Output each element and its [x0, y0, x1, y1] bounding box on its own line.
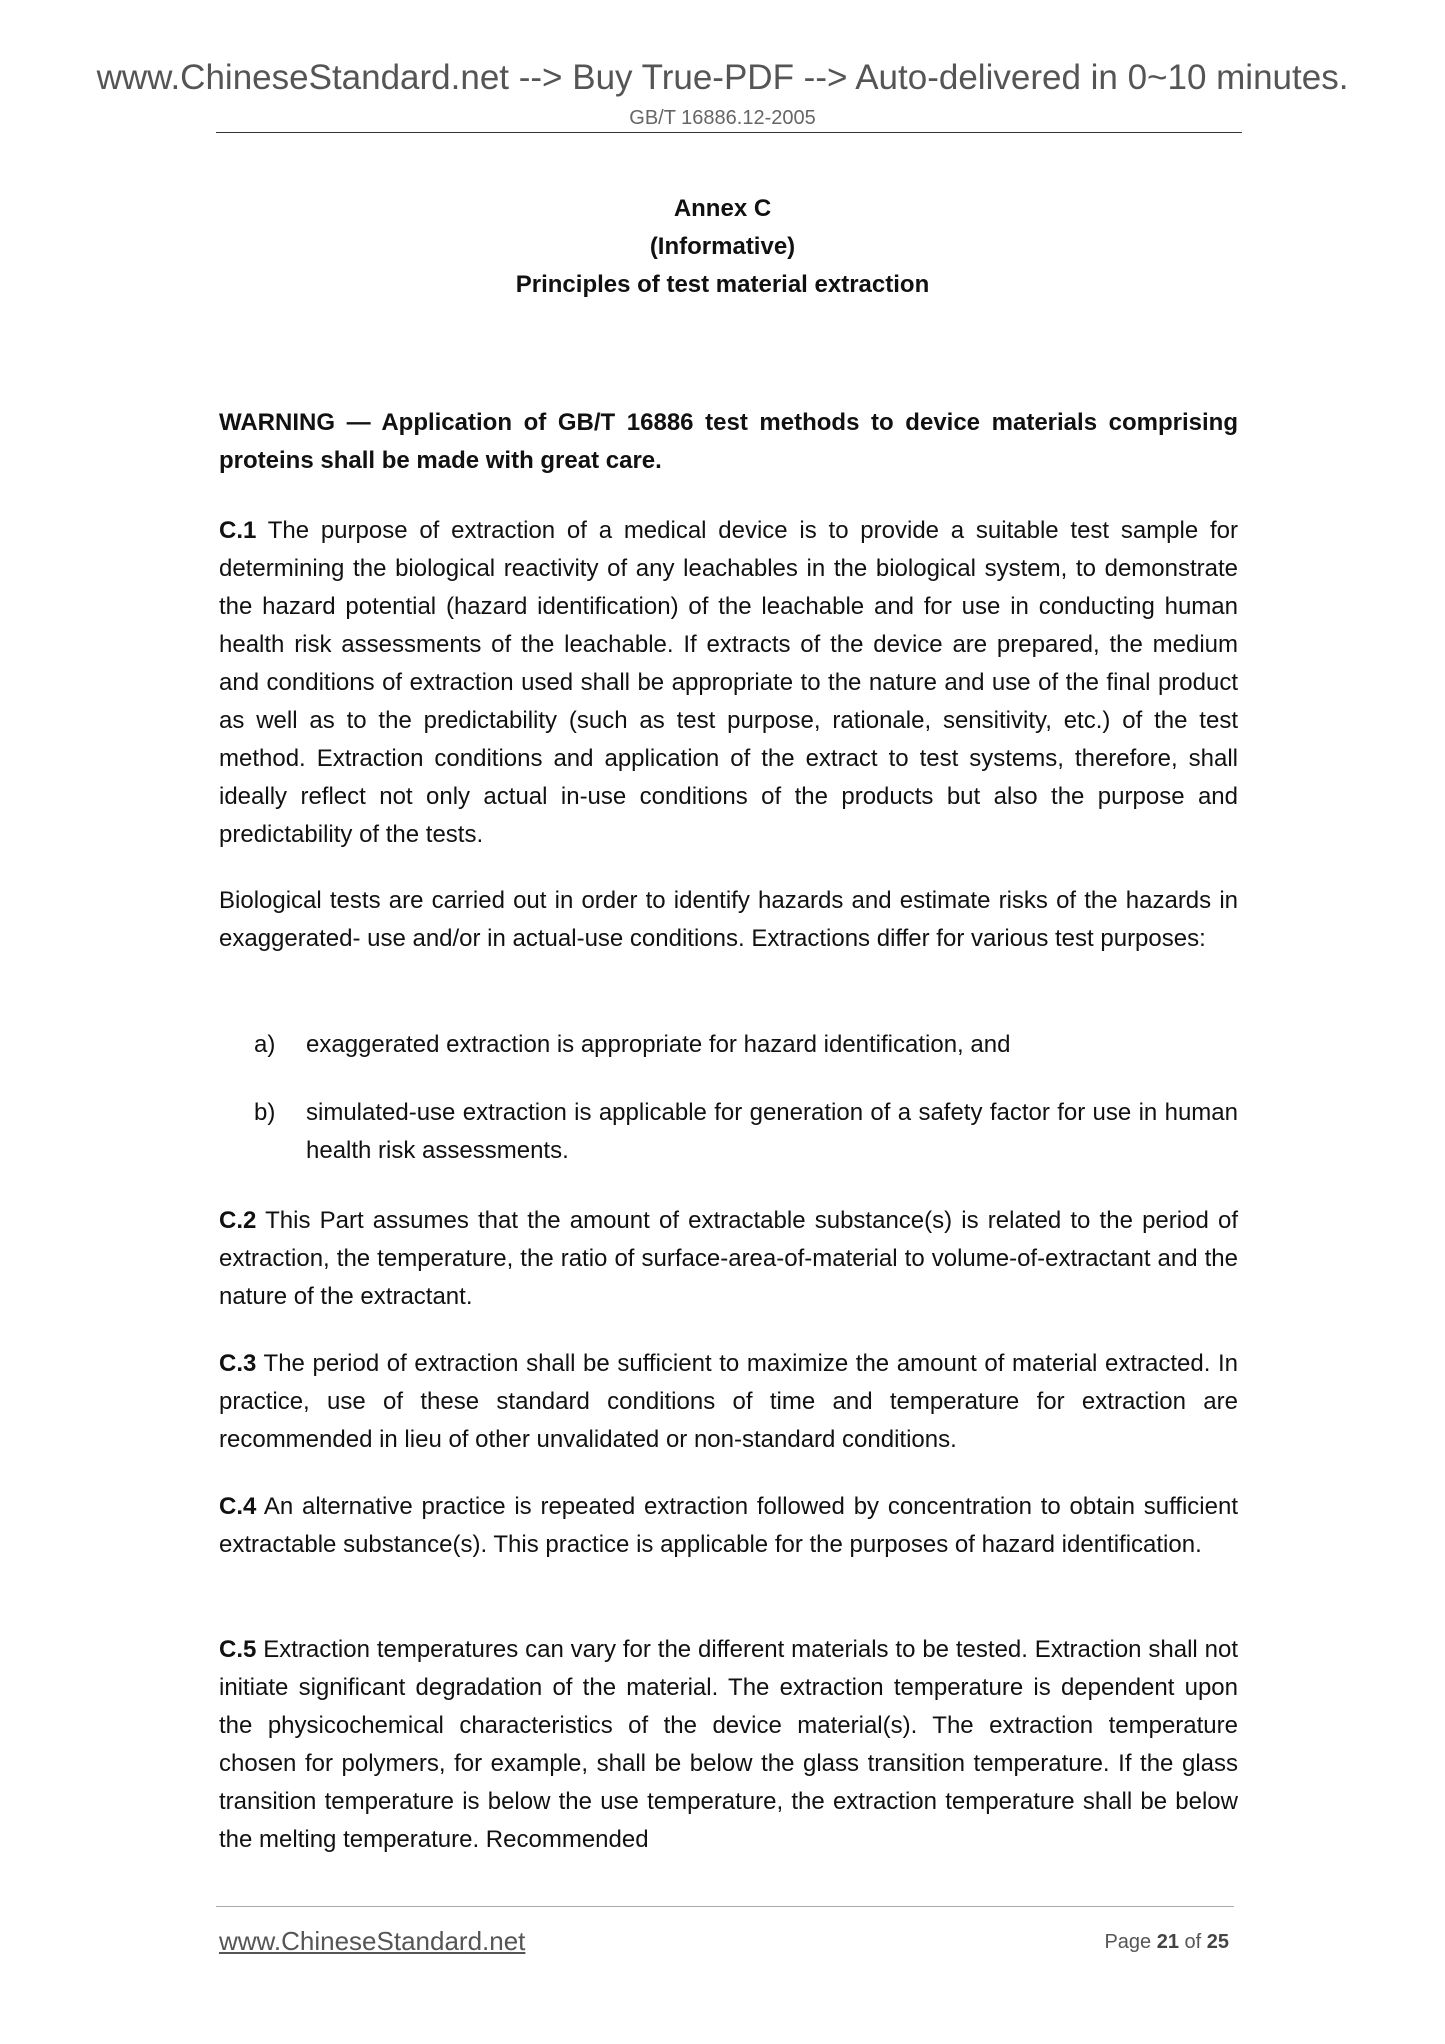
clause-c2 — [219, 1202, 1238, 1316]
page-of: of — [1178, 1931, 1207, 1953]
warning-paragraph: WARNING — Application of GB/T 16886 test methods to device materials comprising proteins shall be made with great care. — [219, 409, 1238, 474]
list-item-text: exaggerated extraction is appropriate for hazard identification, and — [306, 1031, 1011, 1058]
clause-number: C.3 — [219, 1350, 257, 1377]
page-prefix: Page — [1104, 1931, 1157, 1953]
annex-subtitle: Principles of test material extraction — [515, 271, 930, 298]
clause-c5 — [219, 1631, 1238, 1859]
footer-website-link[interactable]: www.ChineseStandard.net — [219, 1926, 526, 1956]
list-marker: a) — [254, 1031, 276, 1058]
clause-number: C.1 — [219, 517, 257, 544]
list-item-text: simulated-use extraction is applicable for generation of a safety factor for use in human health risk assessments. — [306, 1099, 1238, 1164]
clause-number: C.4 — [219, 1493, 257, 1520]
page-indicator — [1104, 1928, 1229, 1956]
clause-text: The purpose of extraction of a medical device is to provide a suitable test sample for determining the biological reactivity of any leachables in the biological system, to demonstrate the hazard potential (hazard identification) of the leachable and for use in conducting human health risk assessments of the leachable. If extracts of the device are prepared, the medium and conditions of extraction used shall be appropriate to the nature and use of the final product as well as to the predictability (such as test purpose, rationale, sensitivity, etc.) of the test method. Extraction conditions and application of the extract to test systems, therefore, shall ideally reflect not only actual in-use conditions of the products but also the purpose and predictability of the tests. — [219, 517, 1238, 848]
clause-number: C.2 — [219, 1207, 257, 1234]
header-divider — [216, 132, 1242, 133]
footer-divider — [216, 1906, 1234, 1907]
clause-text: Extraction temperatures can vary for the different materials to be tested. Extraction shall not initiate significant degradation of the material. The extraction temperature is dependent upon the physicochemical characteristics of the device material(s). The extraction temperature chosen for polymers, for example, shall be below the glass transition temperature. If the glass transition temperature is below the use temperature, the extraction temperature shall be below the melting temperature. Recommended — [219, 1636, 1238, 1853]
header-banner[interactable]: www.ChineseStandard.net --> Buy True-PDF --> Auto-delivered in 0~10 minutes. — [96, 58, 1349, 97]
list-item — [219, 1026, 1238, 1064]
clause-text: An alternative practice is repeated extraction followed by concentration to obtain sufficient extractable substance(s). This practice is applicable for the purposes of hazard identification. — [219, 1493, 1238, 1558]
clause-c3 — [219, 1345, 1238, 1459]
annex-type: (Informative) — [649, 233, 796, 260]
clause-c4 — [219, 1488, 1238, 1564]
clause-number: C.5 — [219, 1636, 257, 1663]
list-marker: b) — [254, 1099, 276, 1126]
clause-text: The period of extraction shall be sufficient to maximize the amount of material extracted. In practice, use of these standard conditions of time and temperature for extraction are recommended in lieu of other unvalidated or non-standard conditions. — [219, 1350, 1238, 1453]
clause-text: This Part assumes that the amount of extractable substance(s) is related to the period of extraction, the temperature, the ratio of surface-area-of-material to volume-of-extractant and the nature of the extractant. — [219, 1207, 1238, 1310]
annex-title: Annex C — [673, 195, 772, 222]
page-current: 21 — [1156, 1931, 1179, 1953]
annex-heading — [0, 190, 1445, 304]
standard-number: GB/T 16886.12-2005 — [629, 107, 816, 129]
clause-c1 — [219, 512, 1238, 854]
list-item — [219, 1094, 1238, 1170]
page-total: 25 — [1206, 1931, 1229, 1953]
biological-tests-paragraph: Biological tests are carried out in order to identify hazards and estimate risks of the hazards in exaggerated- use and/or in actual-use conditions. Extractions differ for various test purposes: — [219, 887, 1238, 952]
